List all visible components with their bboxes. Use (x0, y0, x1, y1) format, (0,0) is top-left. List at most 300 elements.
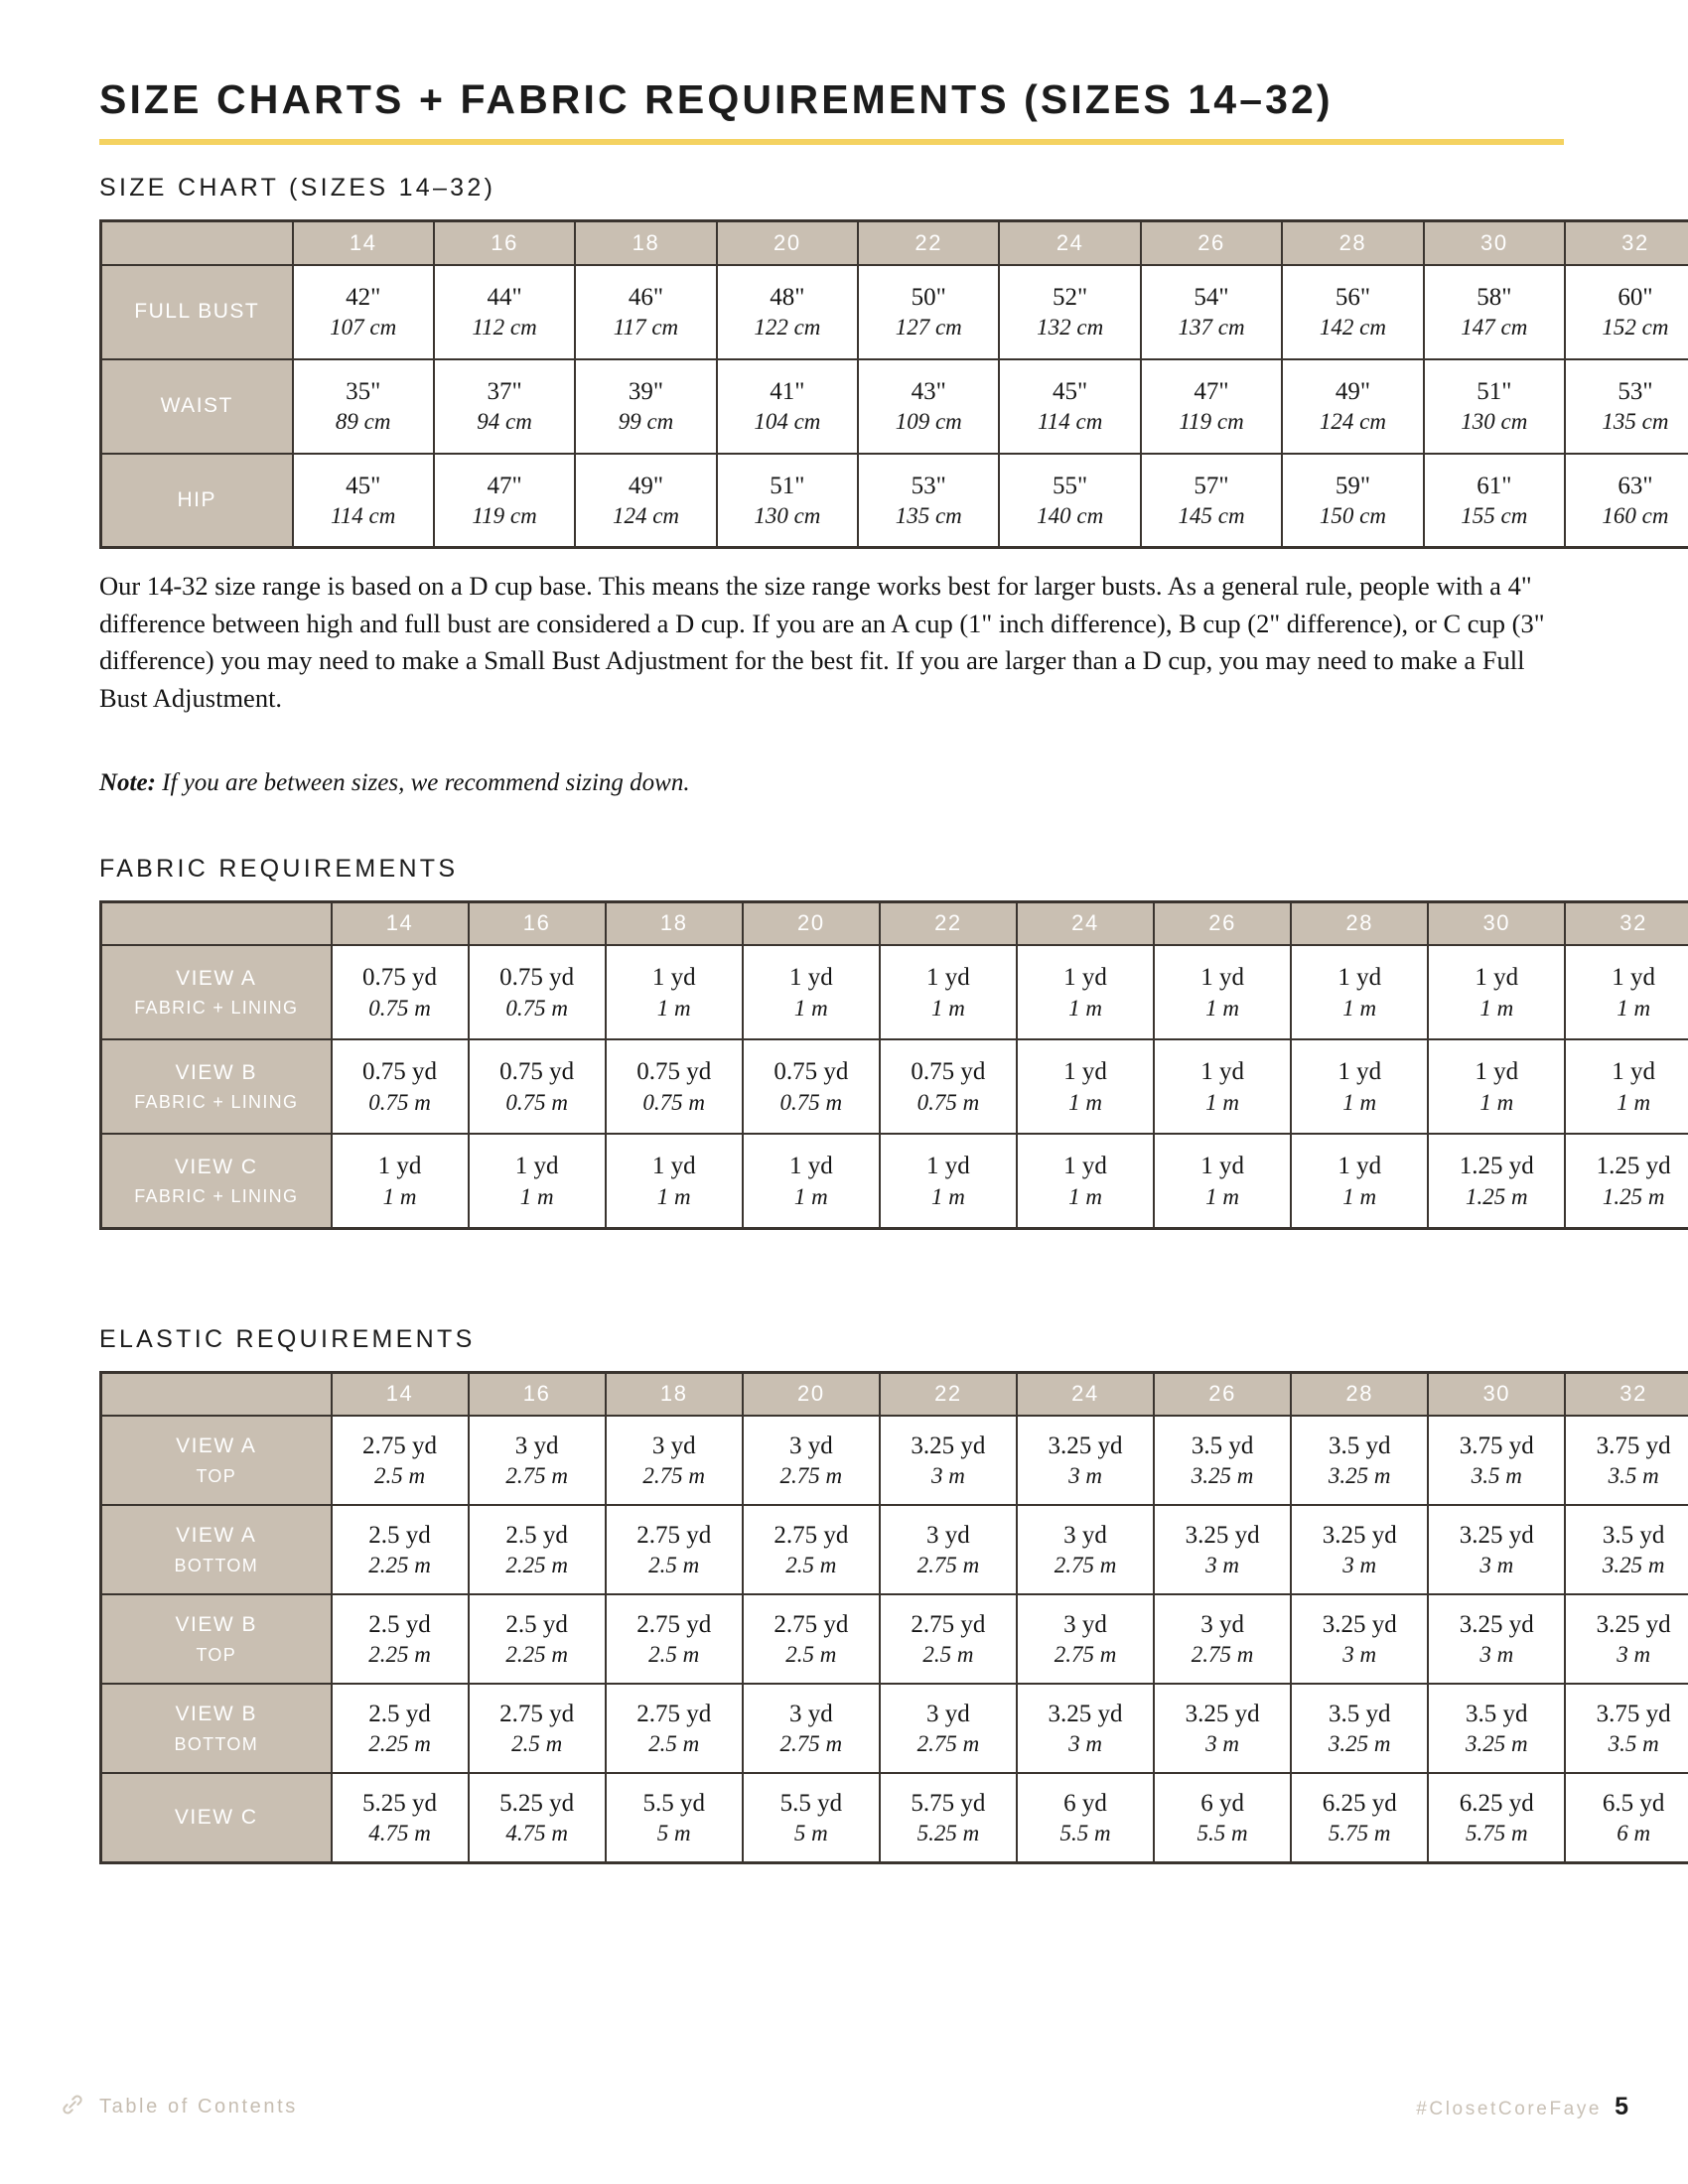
row-label-sub: FABRIC + LINING (134, 1185, 299, 1206)
elastic-size-header-28: 28 (1291, 1372, 1428, 1416)
elastic-corner-cell (101, 1372, 332, 1416)
value-metric: 122 cm (754, 315, 821, 341)
fabric-head (101, 901, 1688, 945)
size-chart-size-header-20: 20 (717, 221, 858, 265)
elastic-size-header-24: 24 (1017, 1372, 1154, 1416)
value-imperial: 2.5 yd (505, 1610, 568, 1638)
value-imperial: 3.25 yd (1322, 1521, 1397, 1549)
value-imperial: 49" (628, 472, 664, 499)
value-metric: 0.75 m (368, 995, 431, 1021)
value-metric: 5.5 m (1059, 1821, 1111, 1846)
value-imperial: 1 yd (926, 1153, 970, 1180)
value-imperial: 1 yd (1063, 1153, 1107, 1180)
elastic-cell (1017, 1684, 1154, 1773)
value-metric: 2.5 m (922, 1642, 974, 1668)
row-label-sub: FABRIC + LINING (134, 998, 299, 1019)
table-row (101, 1684, 1688, 1773)
size-chart-cell (858, 454, 999, 548)
value-imperial: 52" (1053, 283, 1088, 311)
value-metric: 104 cm (754, 409, 821, 435)
fabric-size-header-30: 30 (1428, 901, 1565, 945)
value-imperial: 3 yd (1200, 1610, 1244, 1638)
value-metric: 2.75 m (779, 1463, 843, 1489)
row-label-main: VIEW C (174, 1805, 258, 1829)
value-imperial: 1 yd (1612, 964, 1656, 992)
value-metric: 99 cm (618, 409, 674, 435)
size-chart-body (101, 265, 1688, 548)
value-metric: 2.5 m (648, 1642, 700, 1668)
fabric-cell (1154, 1134, 1291, 1228)
value-imperial: 3.25 yd (1048, 1700, 1123, 1727)
fabric-cell (1565, 945, 1688, 1039)
value-metric: 2.25 m (368, 1731, 431, 1757)
value-imperial: 1 yd (1337, 1058, 1382, 1086)
value-imperial: 47" (487, 472, 522, 499)
table-row (101, 265, 1688, 359)
value-metric: 0.75 m (916, 1089, 980, 1115)
row-label-sub: BOTTOM (174, 1733, 258, 1754)
elastic-size-header-14: 14 (332, 1372, 469, 1416)
value-metric: 2.75 m (642, 1463, 706, 1489)
value-metric: 135 cm (1602, 409, 1669, 435)
size-chart-cell (1141, 454, 1282, 548)
value-metric: 0.75 m (505, 995, 568, 1021)
fabric-cell (606, 945, 743, 1039)
value-metric: 1 m (1342, 1089, 1377, 1115)
fabric-cell (606, 1039, 743, 1134)
value-metric: 135 cm (895, 503, 962, 529)
value-metric: 3 m (1205, 1553, 1240, 1578)
fabric-cell (1291, 1039, 1428, 1134)
fabric-cell (743, 945, 880, 1039)
size-chart-size-header-30: 30 (1424, 221, 1565, 265)
elastic-cell (469, 1594, 606, 1684)
elastic-size-header-22: 22 (880, 1372, 1017, 1416)
value-metric: 1 m (1342, 1183, 1377, 1209)
value-metric: 1 m (656, 1183, 691, 1209)
value-imperial: 50" (911, 283, 946, 311)
value-imperial: 3.25 yd (1596, 1610, 1671, 1638)
elastic-cell (606, 1773, 743, 1862)
value-imperial: 3 yd (926, 1521, 970, 1549)
value-imperial: 3.75 yd (1596, 1700, 1671, 1727)
value-metric: 152 cm (1602, 315, 1669, 341)
table-row (101, 1039, 1688, 1134)
elastic-cell (1428, 1594, 1565, 1684)
value-imperial: 6.25 yd (1459, 1789, 1534, 1817)
fabric-cell (1291, 1134, 1428, 1228)
fabric-cell (880, 945, 1017, 1039)
elastic-cell (743, 1505, 880, 1594)
value-metric: 2.5 m (785, 1553, 837, 1578)
section-heading-elastic: ELASTIC REQUIREMENTS (99, 1324, 476, 1353)
elastic-cell (1428, 1416, 1565, 1505)
fabric-cell (1017, 945, 1154, 1039)
value-imperial: 45" (346, 472, 381, 499)
value-imperial: 1 yd (1337, 964, 1382, 992)
value-metric: 1.25 m (1602, 1183, 1665, 1209)
value-imperial: 2.75 yd (774, 1521, 849, 1549)
hashtag-label: #ClosetCoreFaye (1416, 2098, 1603, 2119)
value-metric: 114 cm (1037, 409, 1103, 435)
size-chart-cell (1424, 359, 1565, 454)
value-imperial: 3.25 yd (1459, 1521, 1534, 1549)
value-imperial: 1 yd (651, 1153, 696, 1180)
size-chart-cell (999, 454, 1140, 548)
size-chart-head (101, 221, 1688, 265)
value-metric: 89 cm (335, 409, 391, 435)
size-chart-cell (858, 359, 999, 454)
elastic-cell (1017, 1594, 1154, 1684)
value-imperial: 56" (1335, 283, 1371, 311)
value-imperial: 3.5 yd (1191, 1432, 1254, 1459)
fabric-cell (469, 1039, 606, 1134)
value-metric: 1 m (1617, 995, 1651, 1021)
value-metric: 3.25 m (1328, 1731, 1391, 1757)
elastic-cell (1565, 1594, 1688, 1684)
value-metric: 140 cm (1037, 503, 1104, 529)
size-chart-cell (858, 265, 999, 359)
elastic-cell (1291, 1773, 1428, 1862)
value-imperial: 53" (1618, 377, 1653, 405)
value-imperial: 1 yd (1200, 1153, 1244, 1180)
value-imperial: 54" (1194, 283, 1229, 311)
elastic-cell (1154, 1684, 1291, 1773)
value-imperial: 1 yd (926, 964, 970, 992)
fabric-cell (743, 1134, 880, 1228)
value-metric: 2.75 m (505, 1463, 568, 1489)
value-imperial: 3.25 yd (1322, 1610, 1397, 1638)
elastic-cell (469, 1416, 606, 1505)
row-label-main: WAIST (160, 393, 233, 417)
value-imperial: 37" (487, 377, 522, 405)
value-imperial: 2.5 yd (368, 1521, 431, 1549)
value-metric: 1 m (1205, 1183, 1240, 1209)
fabric-size-header-22: 22 (880, 901, 1017, 945)
fabric-cell (332, 1039, 469, 1134)
size-chart-cell (1282, 454, 1423, 548)
fabric-cell (1154, 1039, 1291, 1134)
value-imperial: 1 yd (1337, 1153, 1382, 1180)
elastic-cell (1154, 1416, 1291, 1505)
value-metric: 3.5 m (1608, 1731, 1659, 1757)
elastic-row-label (101, 1594, 332, 1684)
value-metric: 2.5 m (785, 1642, 837, 1668)
value-metric: 2.5 m (648, 1553, 700, 1578)
value-metric: 2.5 m (373, 1463, 426, 1489)
table-row (101, 1594, 1688, 1684)
value-imperial: 1 yd (1200, 1058, 1244, 1086)
size-chart-cell (1565, 265, 1688, 359)
value-imperial: 3.25 yd (1048, 1432, 1123, 1459)
size-chart-size-header-22: 22 (858, 221, 999, 265)
value-imperial: 49" (1335, 377, 1371, 405)
size-chart-size-header-26: 26 (1141, 221, 1282, 265)
value-imperial: 2.75 yd (911, 1610, 986, 1638)
value-imperial: 2.5 yd (368, 1610, 431, 1638)
elastic-size-header-32: 32 (1565, 1372, 1688, 1416)
row-label-sub: FABRIC + LINING (134, 1092, 299, 1113)
value-metric: 4.75 m (505, 1821, 568, 1846)
value-metric: 2.5 m (511, 1731, 563, 1757)
value-metric: 3 m (1342, 1553, 1377, 1578)
fabric-cell (743, 1039, 880, 1134)
value-metric: 1 m (519, 1183, 554, 1209)
elastic-cell (743, 1416, 880, 1505)
value-imperial: 63" (1618, 472, 1653, 499)
size-chart-cell (293, 265, 434, 359)
elastic-cell (1428, 1773, 1565, 1862)
value-imperial: 47" (1194, 377, 1229, 405)
elastic-cell (1017, 1773, 1154, 1862)
value-imperial: 0.75 yd (911, 1058, 986, 1086)
value-metric: 1 m (656, 995, 691, 1021)
value-metric: 3.25 m (1602, 1553, 1665, 1578)
value-metric: 137 cm (1178, 315, 1245, 341)
fabric-cell (880, 1039, 1017, 1134)
elastic-cell (1565, 1505, 1688, 1594)
fabric-cell (1565, 1134, 1688, 1228)
page-number: 5 (1615, 2092, 1628, 2120)
fabric-body (101, 945, 1688, 1228)
fabric-size-header-24: 24 (1017, 901, 1154, 945)
value-metric: 130 cm (1461, 409, 1528, 435)
value-metric: 3 m (1068, 1731, 1102, 1757)
elastic-requirements-table (99, 1371, 1688, 1864)
value-metric: 1 m (1205, 995, 1240, 1021)
table-row (101, 945, 1688, 1039)
size-chart-cell (434, 454, 575, 548)
elastic-cell (1291, 1505, 1428, 1594)
value-metric: 5 m (793, 1821, 828, 1846)
value-metric: 132 cm (1037, 315, 1104, 341)
value-imperial: 2.5 yd (368, 1700, 431, 1727)
value-metric: 147 cm (1461, 315, 1528, 341)
elastic-size-header-26: 26 (1154, 1372, 1291, 1416)
value-imperial: 1.25 yd (1596, 1153, 1671, 1180)
value-metric: 145 cm (1178, 503, 1245, 529)
table-row (101, 1134, 1688, 1228)
value-imperial: 5.5 yd (779, 1789, 843, 1817)
fabric-row-label (101, 1039, 332, 1134)
elastic-cell (1565, 1773, 1688, 1862)
row-label-main: VIEW B (175, 1060, 257, 1084)
fabric-cell (1428, 1134, 1565, 1228)
size-chart-cell (1424, 454, 1565, 548)
page-title: SIZE CHARTS + FABRIC REQUIREMENTS (SIZES 14–32) (99, 76, 1334, 122)
fabric-size-header-18: 18 (606, 901, 743, 945)
value-metric: 2.25 m (505, 1642, 568, 1668)
fabric-cell (880, 1134, 1017, 1228)
elastic-cell (1017, 1416, 1154, 1505)
table-row (101, 1773, 1688, 1862)
value-metric: 2.5 m (648, 1731, 700, 1757)
fabric-cell (1017, 1134, 1154, 1228)
value-metric: 1 m (1068, 1183, 1102, 1209)
value-imperial: 3.25 yd (1459, 1610, 1534, 1638)
elastic-cell (469, 1505, 606, 1594)
value-imperial: 0.75 yd (499, 1058, 575, 1086)
elastic-cell (1017, 1505, 1154, 1594)
row-label-main: VIEW A (176, 966, 257, 990)
value-imperial: 2.75 yd (636, 1610, 712, 1638)
value-metric: 1 m (1205, 1089, 1240, 1115)
size-chart-cell (1282, 359, 1423, 454)
value-metric: 1 m (930, 995, 965, 1021)
elastic-row-label (101, 1684, 332, 1773)
value-metric: 3 m (930, 1463, 965, 1489)
page-footer (60, 2087, 1628, 2126)
value-metric: 112 cm (472, 315, 537, 341)
value-metric: 3.25 m (1328, 1463, 1391, 1489)
table-row (101, 1416, 1688, 1505)
value-imperial: 51" (1477, 377, 1512, 405)
elastic-cell (880, 1594, 1017, 1684)
value-imperial: 2.75 yd (636, 1700, 712, 1727)
value-imperial: 1 yd (788, 1153, 833, 1180)
size-chart-header-row (101, 221, 1688, 265)
elastic-cell (743, 1684, 880, 1773)
value-metric: 5 m (656, 1821, 691, 1846)
value-metric: 3.25 m (1465, 1731, 1528, 1757)
value-metric: 1.25 m (1465, 1183, 1528, 1209)
value-imperial: 6 yd (1200, 1789, 1244, 1817)
value-imperial: 44" (487, 283, 522, 311)
value-imperial: 3.5 yd (1328, 1432, 1391, 1459)
elastic-cell (880, 1416, 1017, 1505)
row-label-main: VIEW B (175, 1703, 257, 1726)
row-label-main: HIP (177, 487, 216, 511)
row-label-main: VIEW C (174, 1155, 258, 1178)
value-metric: 2.75 m (1191, 1642, 1254, 1668)
value-metric: 3 m (1617, 1642, 1651, 1668)
table-of-contents-link[interactable] (60, 2092, 298, 2122)
value-imperial: 6.5 yd (1602, 1789, 1665, 1817)
elastic-cell (743, 1594, 880, 1684)
value-imperial: 5.25 yd (362, 1789, 438, 1817)
elastic-cell (1291, 1416, 1428, 1505)
value-metric: 1 m (1617, 1089, 1651, 1115)
value-imperial: 1 yd (514, 1153, 559, 1180)
fabric-cell (1428, 1039, 1565, 1134)
value-imperial: 53" (911, 472, 946, 499)
value-metric: 124 cm (1319, 409, 1386, 435)
value-imperial: 2.75 yd (636, 1521, 712, 1549)
value-metric: 5.75 m (1328, 1821, 1391, 1846)
value-metric: 155 cm (1461, 503, 1528, 529)
elastic-row-label (101, 1416, 332, 1505)
fabric-row-label (101, 1134, 332, 1228)
value-metric: 2.75 m (1054, 1642, 1117, 1668)
size-chart-cell (575, 454, 716, 548)
value-metric: 1 m (1068, 995, 1102, 1021)
size-chart-row-label (101, 454, 293, 548)
value-imperial: 3.5 yd (1328, 1700, 1391, 1727)
size-chart-cell (293, 359, 434, 454)
note-label: Note: (99, 768, 156, 796)
value-imperial: 1 yd (1475, 1058, 1519, 1086)
value-imperial: 3 yd (1063, 1610, 1107, 1638)
elastic-cell (1154, 1773, 1291, 1862)
value-imperial: 1 yd (1063, 964, 1107, 992)
value-metric: 1 m (1479, 995, 1514, 1021)
value-metric: 124 cm (612, 503, 680, 529)
fabric-cell (1428, 945, 1565, 1039)
size-chart-cell (1424, 265, 1565, 359)
table-row (101, 1505, 1688, 1594)
elastic-size-header-16: 16 (469, 1372, 606, 1416)
row-label-sub: TOP (196, 1465, 237, 1486)
value-imperial: 3.25 yd (1185, 1700, 1260, 1727)
value-imperial: 3 yd (788, 1432, 833, 1459)
elastic-cell (880, 1773, 1017, 1862)
value-imperial: 1 yd (788, 964, 833, 992)
elastic-cell (332, 1773, 469, 1862)
fabric-size-header-28: 28 (1291, 901, 1428, 945)
value-metric: 3 m (1479, 1642, 1514, 1668)
value-imperial: 5.5 yd (642, 1789, 705, 1817)
value-metric: 2.75 m (916, 1731, 980, 1757)
value-metric: 5.25 m (916, 1821, 980, 1846)
elastic-cell (1291, 1684, 1428, 1773)
table-of-contents-label: Table of Contents (99, 2095, 298, 2117)
value-metric: 1 m (382, 1183, 417, 1209)
elastic-size-header-30: 30 (1428, 1372, 1565, 1416)
fabric-cell (606, 1134, 743, 1228)
value-metric: 3.5 m (1608, 1463, 1659, 1489)
fabric-cell (1154, 945, 1291, 1039)
value-metric: 142 cm (1319, 315, 1386, 341)
value-imperial: 2.75 yd (774, 1610, 849, 1638)
value-metric: 3 m (1068, 1463, 1102, 1489)
elastic-cell (1154, 1594, 1291, 1684)
fabric-cell (332, 1134, 469, 1228)
value-metric: 2.25 m (505, 1553, 568, 1578)
row-label-main: VIEW A (176, 1434, 257, 1458)
size-chart-cell (575, 359, 716, 454)
elastic-row-label (101, 1505, 332, 1594)
elastic-cell (606, 1684, 743, 1773)
value-metric: 1 m (1479, 1089, 1514, 1115)
value-metric: 160 cm (1602, 503, 1669, 529)
fabric-header-row (101, 901, 1688, 945)
row-label-sub: TOP (196, 1644, 237, 1665)
row-label-main: FULL BUST (134, 299, 260, 323)
size-chart-corner-cell (101, 221, 293, 265)
value-imperial: 1 yd (1063, 1058, 1107, 1086)
elastic-size-header-20: 20 (743, 1372, 880, 1416)
value-imperial: 6 yd (1063, 1789, 1107, 1817)
size-chart-cell (575, 265, 716, 359)
value-metric: 150 cm (1319, 503, 1386, 529)
value-imperial: 3 yd (1063, 1521, 1107, 1549)
elastic-cell (332, 1684, 469, 1773)
value-metric: 3.5 m (1471, 1463, 1522, 1489)
value-imperial: 3.5 yd (1602, 1521, 1665, 1549)
value-metric: 1 m (793, 995, 828, 1021)
value-metric: 2.75 m (779, 1731, 843, 1757)
elastic-header-row (101, 1372, 1688, 1416)
value-imperial: 57" (1194, 472, 1229, 499)
value-metric: 2.25 m (368, 1553, 431, 1578)
elastic-cell (606, 1416, 743, 1505)
value-imperial: 0.75 yd (362, 964, 438, 992)
size-chart-cell (1141, 265, 1282, 359)
value-metric: 3 m (1342, 1642, 1377, 1668)
value-metric: 0.75 m (368, 1089, 431, 1115)
value-imperial: 3 yd (651, 1432, 696, 1459)
fabric-size-header-16: 16 (469, 901, 606, 945)
